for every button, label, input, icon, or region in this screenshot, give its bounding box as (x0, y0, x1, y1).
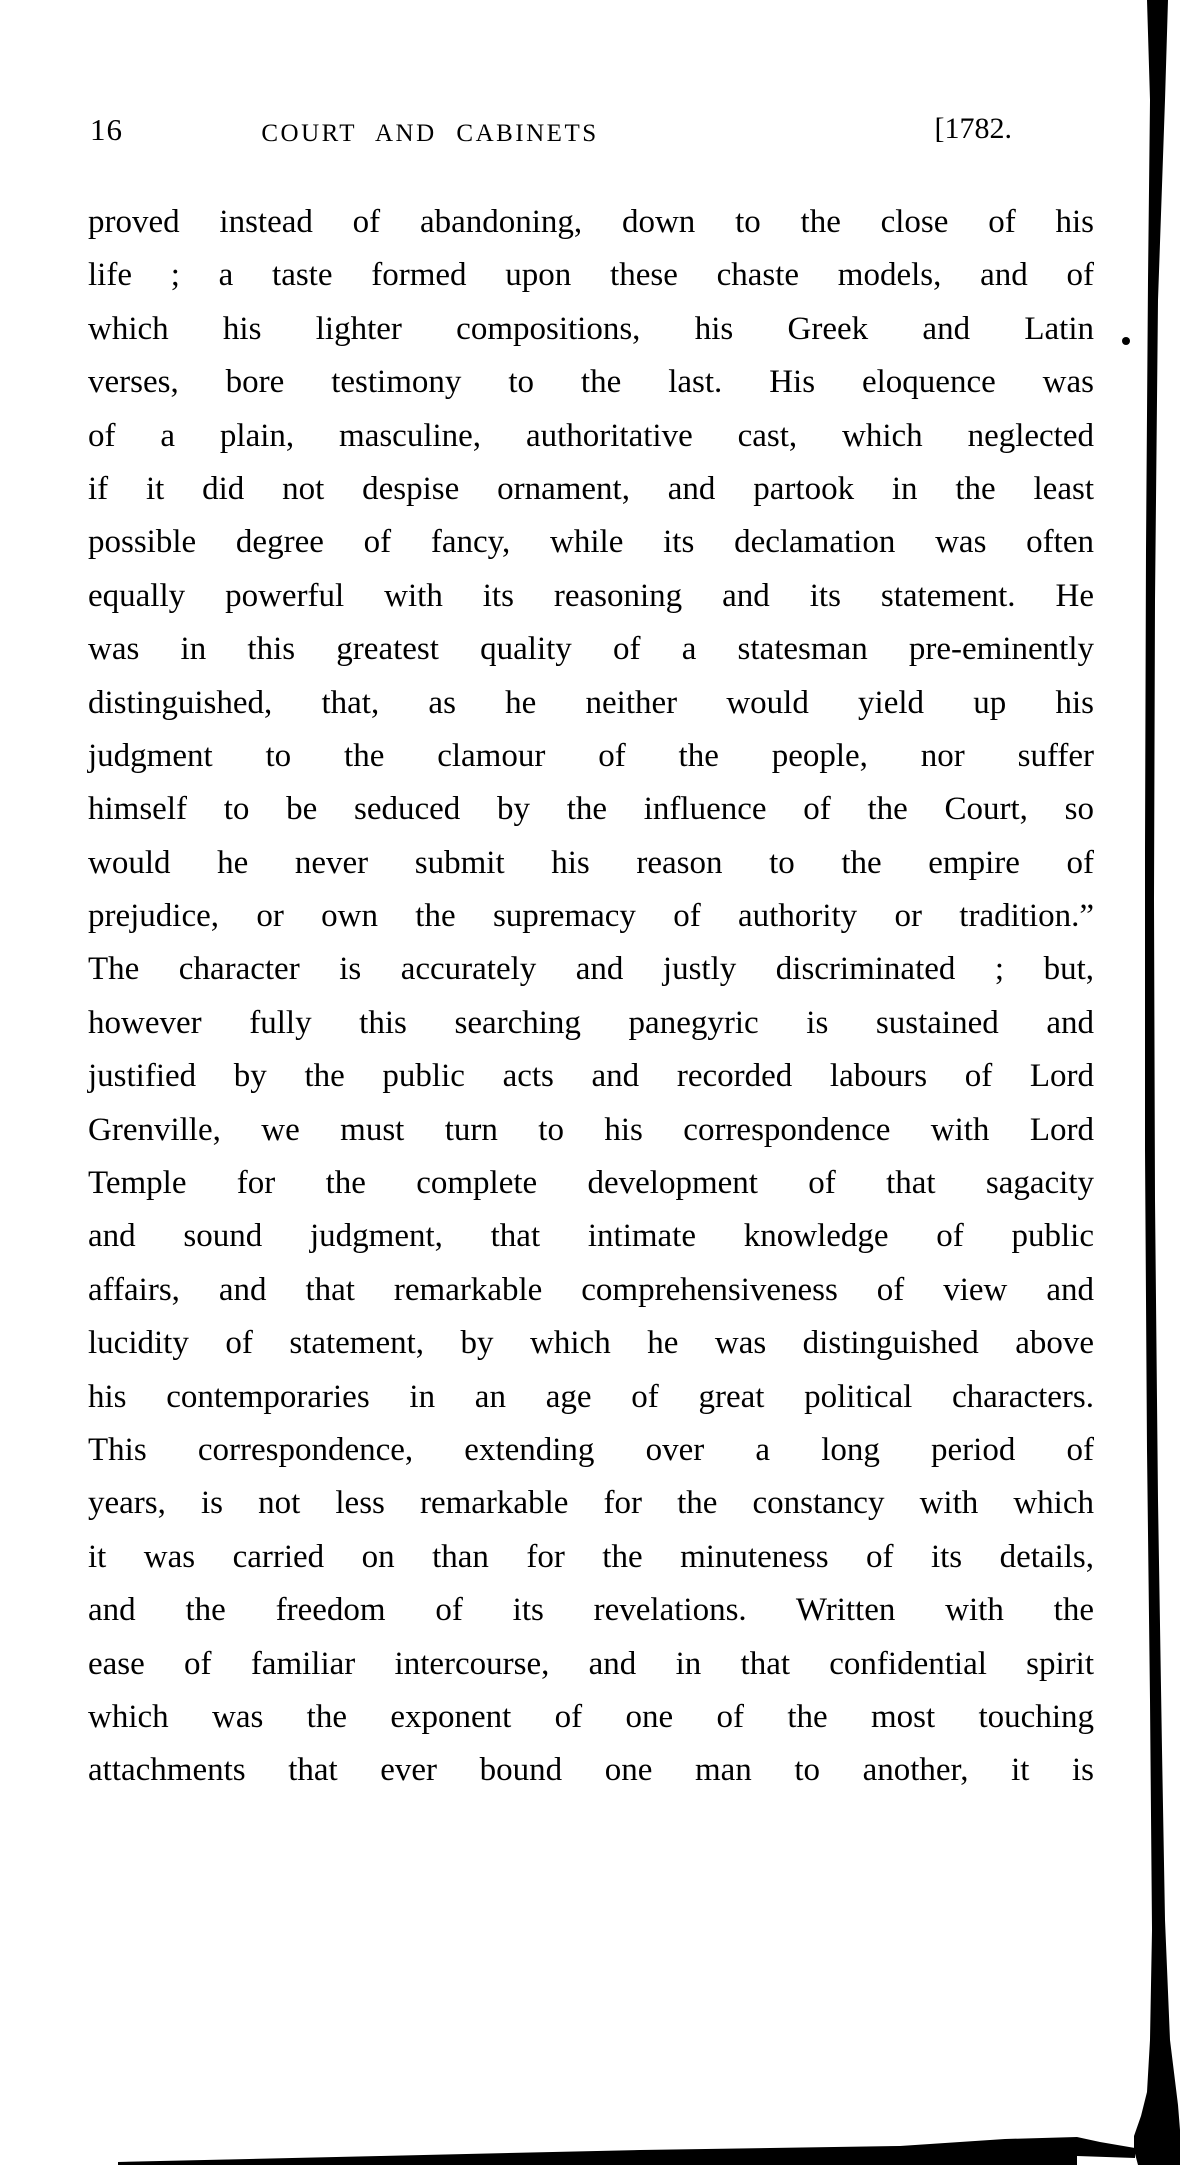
text-line: of a plain, masculine, authoritative cast, which neglected (88, 417, 1094, 454)
text-line: it was carried on than for the minuteness of its details, (88, 1538, 1094, 1575)
text-line: ease of familiar intercourse, and in that confidential spirit (88, 1645, 1094, 1682)
text-line: however fully this searching panegyric is sustained and (88, 1004, 1094, 1041)
text-line: which was the exponent of one of the most touching (88, 1698, 1094, 1735)
running-title: COURT AND CABINETS (261, 120, 599, 147)
text-line: equally powerful with its reasoning and its statement. He (88, 577, 1094, 614)
text-line: life ; a taste formed upon these chaste models, and of (88, 257, 1094, 294)
text-line: This correspondence, extending over a long period of (88, 1431, 1094, 1468)
text-line: affairs, and that remarkable comprehensiveness of view and (88, 1271, 1094, 1308)
text-line: proved instead of abandoning, down to the close of his (88, 204, 1094, 240)
text-line: attachments that ever bound one man to another, it is (88, 1752, 1094, 1789)
text-line: and the freedom of its revelations. Written with the (88, 1592, 1094, 1629)
text-line: himself to be seduced by the influence of the Court, so (88, 791, 1094, 828)
text-line: Grenville, we must turn to his correspondence with Lord (88, 1111, 1094, 1148)
text-line: his contemporaries in an age of great political characters. (88, 1378, 1094, 1415)
text-line: and sound judgment, that intimate knowledge of public (88, 1218, 1094, 1255)
scan-artifact-ink-dot (1122, 337, 1130, 345)
text-line: verses, bore testimony to the last. His eloquence was (88, 364, 1094, 401)
body-text (88, 196, 1094, 1798)
scan-artifact-right-bar (1134, 0, 1180, 2165)
text-line: The character is accurately and justly discriminated ; but, (88, 951, 1094, 988)
text-line: would he never submit his reason to the empire of (88, 844, 1094, 881)
text-line: prejudice, or own the supremacy of authority or tradition.” (88, 898, 1094, 935)
text-line: possible degree of fancy, while its declamation was often (88, 524, 1094, 561)
text-line: if it did not despise ornament, and partook in the least (88, 470, 1094, 507)
page-number: 16 (90, 112, 123, 147)
text-line: years, is not less remarkable for the constancy with which (88, 1485, 1094, 1522)
text-line: justified by the public acts and recorded labours of Lord (88, 1058, 1094, 1095)
text-line: distinguished, that, as he neither would yield up his (88, 684, 1094, 721)
text-line: which his lighter compositions, his Greek and Latin (88, 310, 1094, 347)
text-line: Temple for the complete development of that sagacity (88, 1165, 1094, 1202)
year-marker: [1782. (934, 112, 1012, 145)
scan-artifact-bottom-bar (118, 2137, 1135, 2165)
text-line: lucidity of statement, by which he was distinguished above (88, 1325, 1094, 1362)
text-line: was in this greatest quality of a statesman pre-eminently (88, 631, 1094, 668)
text-line: judgment to the clamour of the people, nor suffer (88, 737, 1094, 774)
